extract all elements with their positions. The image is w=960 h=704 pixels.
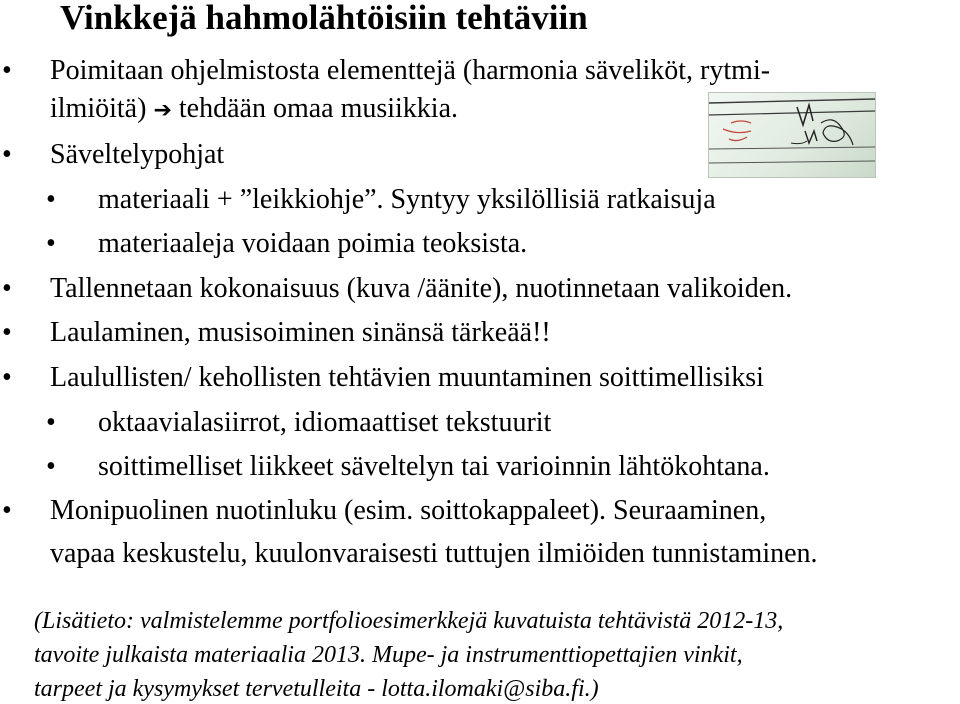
bullet-text-post: tehdään omaa musiikkia. (178, 93, 459, 124)
bullet-text: Säveltelypohjat (50, 139, 225, 170)
bullet-text (50, 92, 458, 128)
slide-title: Vinkkejä hahmolähtöisiin tehtäviin (60, 0, 588, 37)
bullet-icon: • (2, 273, 12, 304)
whiteboard-photo (708, 92, 876, 178)
bullet-text: Monipuolinen nuotinluku (esim. soittokappaleet). Seuraaminen, (50, 495, 767, 526)
bullet-text: Laulaminen, musisoiminen sinänsä tärkeää!! (50, 317, 551, 348)
bullet-text: Poimitaan ohjelmistosta elementtejä (harmonia säveliköt, rytmi- (50, 55, 771, 86)
bullet-icon: • (2, 362, 12, 393)
arrow-right-icon: ➔ (153, 98, 172, 123)
bullet-icon: • (2, 55, 12, 86)
bullet-text: materiaali + ”leikkiohje”. Syntyy yksilöllisiä ratkaisuja (98, 184, 716, 215)
bullet-icon: • (46, 228, 56, 259)
bullet-text: oktaavialasiirrot, idiomaattiset tekstuurit (98, 407, 552, 438)
bullet-text: vapaa keskustelu, kuulonvaraisesti tuttujen ilmiöiden tunnistaminen. (50, 538, 818, 569)
bullet-text-pre: ilmiöitä) (50, 93, 147, 124)
bullet-text: Laulullisten/ kehollisten tehtävien muuntaminen soittimellisiksi (50, 362, 764, 393)
bullet-icon: • (2, 495, 12, 526)
bullet-text: Tallennetaan kokonaisuus (kuva /äänite), nuotinnetaan valikoiden. (50, 273, 793, 304)
bullet-icon: • (46, 407, 56, 438)
bullet-icon: • (2, 139, 12, 170)
note-line: tavoite julkaista materiaalia 2013. Mupe- ja instrumenttiopettajien vinkit, (34, 642, 743, 668)
note-line: (Lisätieto: valmistelemme portfolioesimerkkejä kuvatuista tehtävistä 2012-13, (34, 608, 784, 634)
bullet-text: materiaaleja voidaan poimia teoksista. (98, 228, 528, 259)
whiteboard-sketch-icon (709, 93, 875, 177)
bullet-icon: • (2, 317, 12, 348)
bullet-text: soittimelliset liikkeet säveltelyn tai varioinnin lähtökohtana. (98, 451, 770, 482)
bullet-icon: • (46, 451, 56, 482)
bullet-icon: • (46, 184, 56, 215)
note-line: tarpeet ja kysymykset tervetulleita - lotta.ilomaki@siba.fi.) (34, 676, 599, 702)
